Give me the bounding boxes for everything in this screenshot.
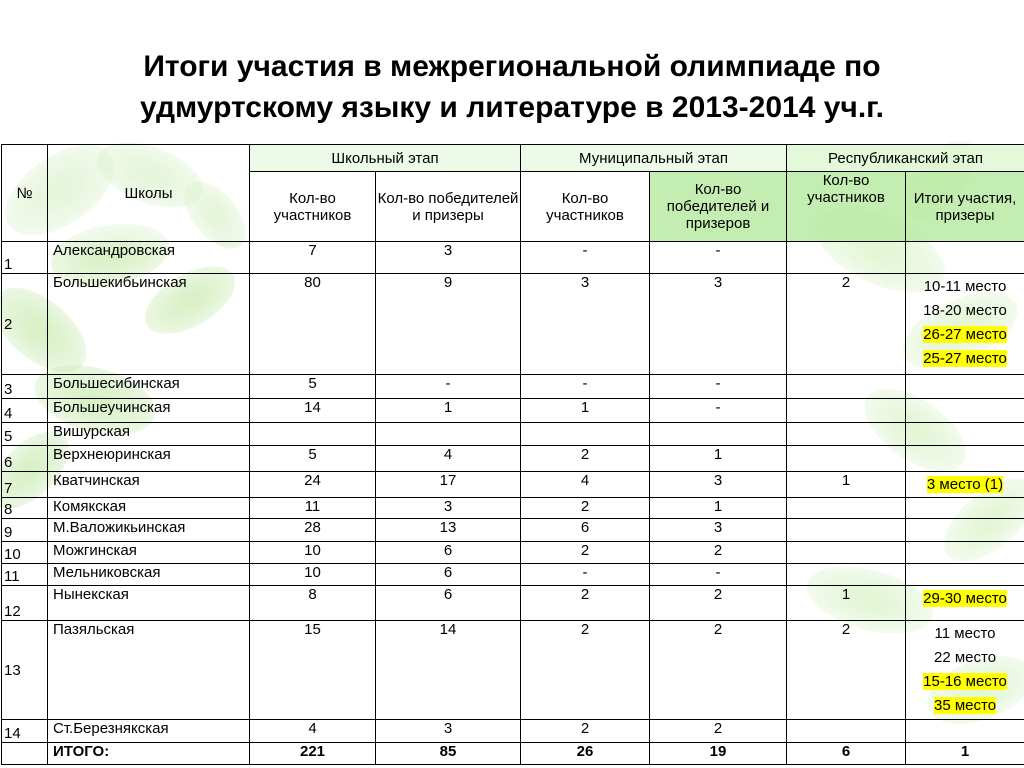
school-name: Верхнеюринская xyxy=(48,446,250,472)
result-line xyxy=(906,646,1024,670)
header-republic-participants: Кол-во участников xyxy=(787,172,906,242)
school-winners-cell: 6 xyxy=(376,564,521,586)
municipal-participants-cell: 1 xyxy=(521,399,650,423)
school-winners-cell: 6 xyxy=(376,586,521,621)
republic-results-cell xyxy=(906,542,1024,564)
republic-participants-cell: 1 xyxy=(787,472,906,498)
republic-participants-cell xyxy=(787,375,906,399)
republic-participants-cell xyxy=(787,720,906,743)
republic-results-cell xyxy=(906,274,1024,375)
school-winners-cell xyxy=(376,423,521,446)
row-number: 1 xyxy=(2,242,48,274)
republic-results-cell xyxy=(906,399,1024,423)
school-participants-cell: 10 xyxy=(250,542,376,564)
table-row xyxy=(2,242,1024,274)
municipal-participants-cell: 2 xyxy=(521,586,650,621)
row-number: 11 xyxy=(2,564,48,586)
municipal-participants-cell: 2 xyxy=(521,621,650,720)
municipal-participants-cell: 6 xyxy=(521,519,650,542)
municipal-winners-cell: - xyxy=(650,242,787,274)
republic-results-cell xyxy=(906,472,1024,498)
table-row xyxy=(2,472,1024,498)
school-participants-cell xyxy=(250,423,376,446)
municipal-winners-cell: 1 xyxy=(650,498,787,519)
total-municipal-participants: 26 xyxy=(521,743,650,765)
school-winners-cell: 3 xyxy=(376,498,521,519)
school-participants-cell: 10 xyxy=(250,564,376,586)
result-text: 15-16 место xyxy=(923,673,1007,690)
municipal-winners-cell: - xyxy=(650,399,787,423)
total-republic-results: 1 xyxy=(906,743,1024,765)
school-participants-cell: 80 xyxy=(250,274,376,375)
school-participants-cell: 28 xyxy=(250,519,376,542)
row-number: 2 xyxy=(2,274,48,375)
republic-results-cell xyxy=(906,621,1024,720)
republic-results-cell xyxy=(906,446,1024,472)
municipal-winners-cell: 2 xyxy=(650,621,787,720)
table-row xyxy=(2,399,1024,423)
results-table xyxy=(1,144,1024,765)
municipal-winners-cell: - xyxy=(650,564,787,586)
republic-results-cell xyxy=(906,519,1024,542)
school-participants-cell: 15 xyxy=(250,621,376,720)
school-winners-cell: 9 xyxy=(376,274,521,375)
result-text: 35 место xyxy=(933,697,997,714)
republic-results-cell xyxy=(906,242,1024,274)
school-name: Вишурская xyxy=(48,423,250,446)
school-name: Комякская xyxy=(48,498,250,519)
republic-participants-cell: 2 xyxy=(787,621,906,720)
table-row xyxy=(2,720,1024,743)
school-name: Мельниковская xyxy=(48,564,250,586)
row-number: 12 xyxy=(2,586,48,621)
municipal-participants-cell: 4 xyxy=(521,472,650,498)
row-number: 10 xyxy=(2,542,48,564)
total-school-participants: 221 xyxy=(250,743,376,765)
table-row xyxy=(2,446,1024,472)
municipal-participants-cell: 2 xyxy=(521,542,650,564)
school-name: Нынекская xyxy=(48,586,250,621)
row-number: 5 xyxy=(2,423,48,446)
school-name: Большеучинская xyxy=(48,399,250,423)
school-winners-cell: 1 xyxy=(376,399,521,423)
table-row xyxy=(2,542,1024,564)
row-number: 7 xyxy=(2,472,48,498)
result-text: 3 место (1) xyxy=(926,476,1004,493)
municipal-winners-cell xyxy=(650,423,787,446)
table-row xyxy=(2,519,1024,542)
result-text: 22 место xyxy=(933,649,997,666)
header-municipal-winners: Кол-во победителей и призеров xyxy=(650,172,787,242)
republic-results-cell xyxy=(906,423,1024,446)
municipal-winners-cell: 2 xyxy=(650,542,787,564)
result-line xyxy=(906,347,1024,371)
republic-participants-cell: 1 xyxy=(787,586,906,621)
municipal-participants-cell: - xyxy=(521,375,650,399)
total-republic-participants: 6 xyxy=(787,743,906,765)
municipal-participants-cell: - xyxy=(521,564,650,586)
municipal-participants-cell: - xyxy=(521,242,650,274)
header-municipal-participants: Кол-во участников xyxy=(521,172,650,242)
municipal-winners-cell: 1 xyxy=(650,446,787,472)
result-text: 25-27 место xyxy=(923,350,1007,367)
row-number: 14 xyxy=(2,720,48,743)
republic-results-cell xyxy=(906,498,1024,519)
result-line xyxy=(906,587,1024,611)
result-text: 18-20 место xyxy=(923,302,1007,319)
republic-participants-cell xyxy=(787,423,906,446)
title-line-1: Итоги участия в межрегиональной олимпиаде по xyxy=(143,50,881,83)
municipal-winners-cell: 3 xyxy=(650,472,787,498)
result-line xyxy=(906,622,1024,646)
table-row xyxy=(2,274,1024,375)
result-text: 10-11 место xyxy=(923,278,1007,295)
row-number: 4 xyxy=(2,399,48,423)
result-line xyxy=(906,473,1024,497)
municipal-participants-cell: 2 xyxy=(521,446,650,472)
municipal-winners-cell: 2 xyxy=(650,586,787,621)
table-row xyxy=(2,375,1024,399)
table-row xyxy=(2,423,1024,446)
school-winners-cell: 3 xyxy=(376,242,521,274)
result-text: 11 место xyxy=(934,625,996,642)
page-title xyxy=(0,46,1024,128)
republic-participants-cell: 2 xyxy=(787,274,906,375)
header-school-winners: Кол-во победителей и призеры xyxy=(376,172,521,242)
school-winners-cell: - xyxy=(376,375,521,399)
table-row xyxy=(2,498,1024,519)
school-name: Большесибинская xyxy=(48,375,250,399)
school-name: Пазяльская xyxy=(48,621,250,720)
total-school-winners: 85 xyxy=(376,743,521,765)
header-school-participants: Кол-во участников xyxy=(250,172,376,242)
total-municipal-winners: 19 xyxy=(650,743,787,765)
republic-participants-cell xyxy=(787,446,906,472)
municipal-winners-cell: 2 xyxy=(650,720,787,743)
result-line xyxy=(906,694,1024,718)
result-line xyxy=(906,275,1024,299)
school-participants-cell: 5 xyxy=(250,446,376,472)
municipal-participants-cell xyxy=(521,423,650,446)
school-winners-cell: 3 xyxy=(376,720,521,743)
municipal-winners-cell: - xyxy=(650,375,787,399)
row-number: 3 xyxy=(2,375,48,399)
school-name: Ст.Березнякская xyxy=(48,720,250,743)
table-row xyxy=(2,586,1024,621)
row-number: 9 xyxy=(2,519,48,542)
result-line xyxy=(906,670,1024,694)
school-participants-cell: 8 xyxy=(250,586,376,621)
header-schools: Школы xyxy=(48,145,250,242)
total-empty-cell xyxy=(2,743,48,765)
header-number: № xyxy=(2,145,48,242)
municipal-participants-cell: 2 xyxy=(521,720,650,743)
republic-participants-cell xyxy=(787,399,906,423)
school-name: Кватчинская xyxy=(48,472,250,498)
school-winners-cell: 4 xyxy=(376,446,521,472)
row-number: 13 xyxy=(2,621,48,720)
table-row xyxy=(2,621,1024,720)
row-number: 8 xyxy=(2,498,48,519)
school-participants-cell: 5 xyxy=(250,375,376,399)
school-participants-cell: 7 xyxy=(250,242,376,274)
school-participants-cell: 14 xyxy=(250,399,376,423)
header-republic-results: Итоги участия, призеры xyxy=(906,172,1024,242)
school-participants-cell: 11 xyxy=(250,498,376,519)
republic-participants-cell xyxy=(787,498,906,519)
republic-results-cell xyxy=(906,586,1024,621)
school-winners-cell: 13 xyxy=(376,519,521,542)
table-row xyxy=(2,564,1024,586)
result-text: 29-30 место xyxy=(923,590,1007,607)
table-body xyxy=(2,242,1024,765)
school-name: Александровская xyxy=(48,242,250,274)
total-row xyxy=(2,743,1024,765)
republic-results-cell xyxy=(906,564,1024,586)
result-text: 26-27 место xyxy=(923,326,1007,343)
municipal-participants-cell: 3 xyxy=(521,274,650,375)
municipal-winners-cell: 3 xyxy=(650,274,787,375)
header-school-stage: Школьный этап xyxy=(250,145,521,172)
republic-results-cell xyxy=(906,720,1024,743)
school-winners-cell: 17 xyxy=(376,472,521,498)
school-name: Можгинская xyxy=(48,542,250,564)
school-winners-cell: 6 xyxy=(376,542,521,564)
header-municipal-stage: Муниципальный этап xyxy=(521,145,787,172)
school-winners-cell: 14 xyxy=(376,621,521,720)
total-label: ИТОГО: xyxy=(48,743,250,765)
header-republic-stage: Республиканский этап xyxy=(787,145,1024,172)
row-number: 6 xyxy=(2,446,48,472)
result-line xyxy=(906,299,1024,323)
result-line xyxy=(906,323,1024,347)
republic-results-cell xyxy=(906,375,1024,399)
republic-participants-cell xyxy=(787,564,906,586)
municipal-winners-cell: 3 xyxy=(650,519,787,542)
republic-participants-cell xyxy=(787,242,906,274)
republic-participants-cell xyxy=(787,542,906,564)
municipal-participants-cell: 2 xyxy=(521,498,650,519)
republic-participants-cell xyxy=(787,519,906,542)
school-name: М.Валожикьинская xyxy=(48,519,250,542)
school-participants-cell: 24 xyxy=(250,472,376,498)
title-line-2: удмуртскому языку и литературе в 2013-2014 уч.г. xyxy=(140,91,884,124)
school-name: Большекибьинская xyxy=(48,274,250,375)
school-participants-cell: 4 xyxy=(250,720,376,743)
